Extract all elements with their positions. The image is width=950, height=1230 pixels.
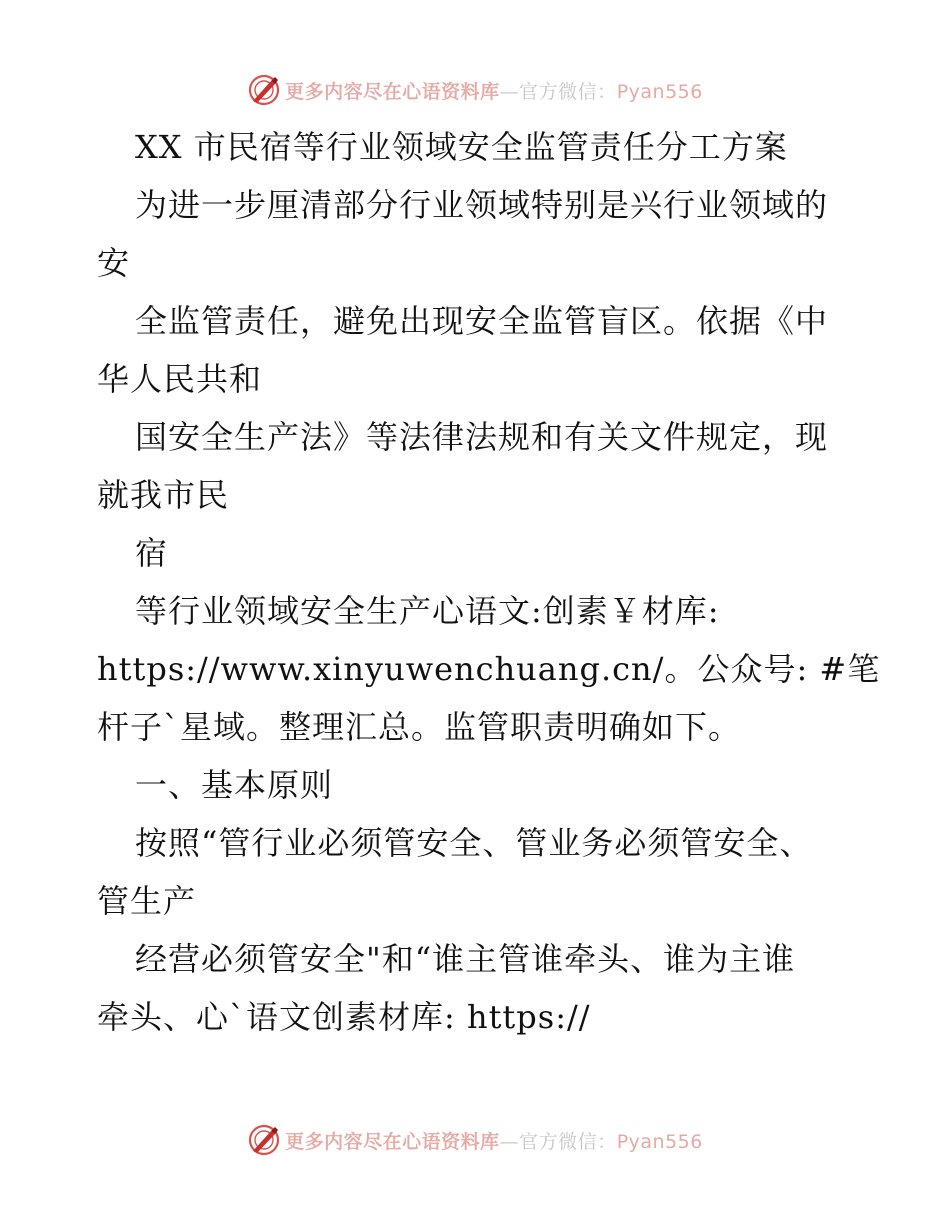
doc-line: 安	[97, 244, 131, 282]
doc-line: 牵头、心`语文创素材库: https://	[97, 998, 591, 1036]
banner-dash: —	[499, 80, 520, 103]
doc-line: 按照“管行业必须管安全、管业务必须管安全、	[135, 824, 813, 862]
banner-wechat-label: 官方微信：	[519, 1130, 617, 1153]
doc-line: 经营必须管安全"和“谁主管谁牵头、谁为主谁	[135, 940, 796, 978]
doc-line-url: https://www.xinyuwenchuang.cn/。公众号: #笔	[97, 650, 881, 688]
doc-line: 华人民共和	[97, 360, 263, 398]
doc-line: 宿	[135, 534, 169, 572]
banner-dash: —	[499, 1130, 520, 1153]
banner-text	[285, 1127, 703, 1154]
doc-title: XX 市民宿等行业领域安全监管责任分工方案	[135, 128, 788, 166]
banner-wechat-id: Pyan556	[616, 1130, 703, 1153]
footer-banner	[0, 1120, 950, 1160]
pen-logo-icon	[247, 1123, 281, 1157]
banner-site: 更多内容尽在心语资料库	[285, 80, 500, 103]
banner-site: 更多内容尽在心语资料库	[285, 1130, 500, 1153]
banner-text	[285, 77, 703, 104]
banner-wechat-label: 官方微信：	[519, 80, 617, 103]
doc-line: 就我市民	[97, 476, 230, 514]
doc-line: 为进一步厘清部分行业领域特别是兴行业领域的	[135, 186, 829, 224]
doc-line: 杆子`星域。整理汇总。监管职责明确如下。	[97, 708, 742, 746]
doc-line: 管生产	[97, 882, 197, 920]
section-heading: 一、基本原则	[135, 766, 334, 804]
pen-logo-icon	[247, 73, 281, 107]
doc-line: 等行业领域安全生产心语文:创素￥材库:	[135, 592, 720, 630]
banner-wechat-id: Pyan556	[616, 80, 703, 103]
doc-line: 全监管责任，避免出现安全监管盲区。依据《中	[135, 302, 829, 340]
doc-line: 国安全生产法》等法律法规和有关文件规定，现	[135, 418, 829, 456]
document-body	[97, 118, 881, 1046]
header-banner	[0, 70, 950, 110]
